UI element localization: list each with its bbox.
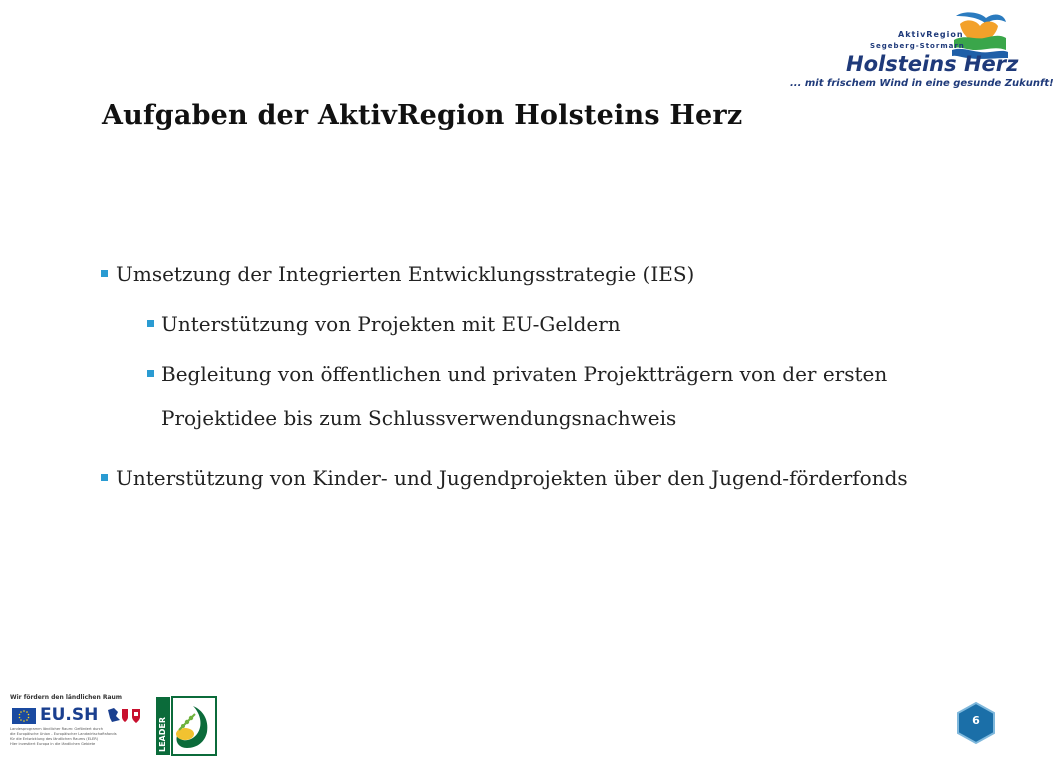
bullet-marker-icon [147, 370, 154, 377]
funding-fine-print-line: die Europäische Union - Europäischer Landwirtschaftsfonds [10, 732, 117, 736]
bullet-text: Unterstützung von Kinder- und Jugendprojekten über den Jugend-förderfonds [116, 466, 908, 490]
eu-flag-icon [12, 708, 36, 724]
eu-sh-wordmark: EU.SH [40, 705, 99, 725]
funding-fine-print-line: für die Entwicklung des ländlichen Raums (ELER) [10, 737, 99, 741]
bullet-marker-icon [101, 474, 108, 481]
state-coat-of-arms-icon [106, 706, 146, 724]
sub-bullet-item [100, 302, 930, 346]
sub-bullet-item [100, 352, 930, 440]
bullet-item [100, 252, 930, 296]
page-number-badge [956, 702, 996, 744]
bullet-marker-icon [147, 320, 154, 327]
funding-fine-print [10, 727, 150, 747]
leader-logo-icon [155, 696, 217, 756]
funding-heading: Wir fördern den ländlichen Raum [10, 694, 123, 701]
logo-region-label: AktivRegion [898, 30, 964, 39]
bullet-list [100, 252, 930, 500]
funding-fine-print-line: Hier investiert Europa in die ländlichen Gebiete [10, 742, 96, 746]
bullet-text: Unterstützung von Projekten mit EU-Geldern [161, 312, 621, 336]
page-number: 6 [972, 714, 980, 727]
aktivregion-logo [790, 10, 1054, 92]
logo-district-label: Segeberg-Stormarn [870, 42, 965, 50]
logo-tagline: ... mit frischem Wind in eine gesunde Zukunft! [790, 78, 1054, 89]
funding-logos [10, 694, 150, 760]
logo-name: Holsteins Herz [846, 52, 1019, 76]
funding-fine-print-line: Landesprogramm ländlicher Raum: Gefördert durch [10, 727, 104, 731]
bullet-text: Umsetzung der Integrierten Entwicklungsstrategie (IES) [116, 262, 695, 286]
bullet-text: Begleitung von öffentlichen und privaten Projektträgern von der ersten Projektidee bis zum Schlussverwendungsnachweis [161, 362, 888, 430]
slide-title: Aufgaben der AktivRegion Holsteins Herz [102, 100, 743, 131]
leader-label: LEADER [158, 716, 167, 752]
bullet-item [100, 456, 930, 500]
bullet-marker-icon [101, 270, 108, 277]
